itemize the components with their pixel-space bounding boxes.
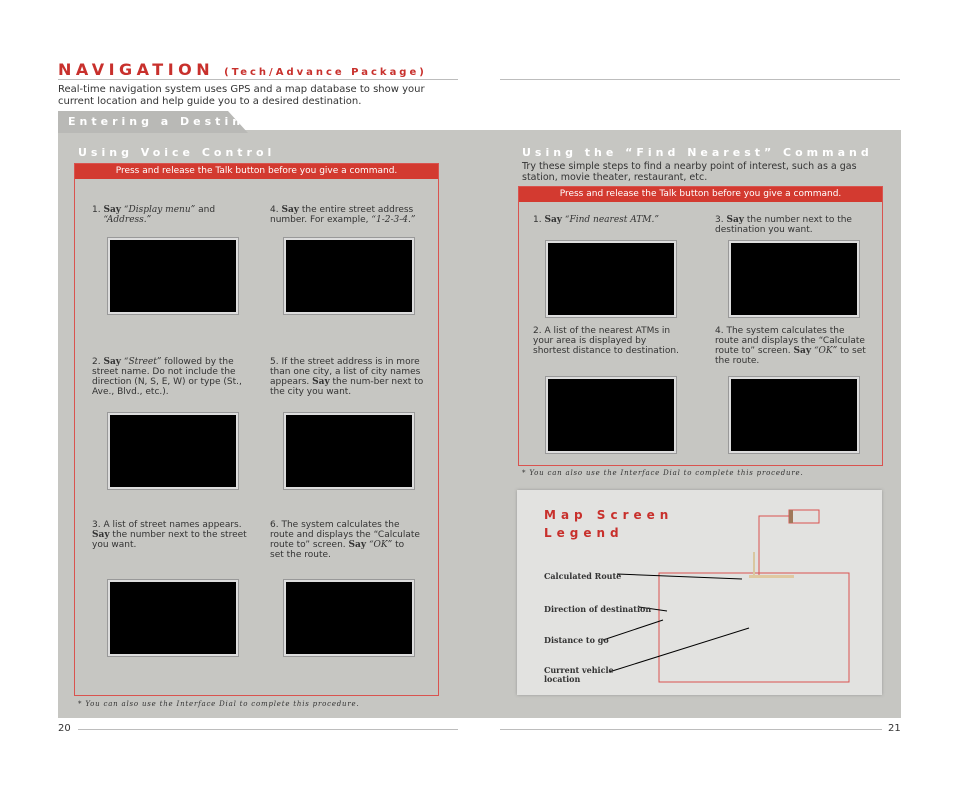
- section-tab-label: Entering a Destination: [68, 115, 296, 128]
- nearest-heading: Using the “Find Nearest” Command: [522, 146, 873, 159]
- footer-divider-left: [78, 729, 458, 730]
- nearest-banner: Press and release the Talk button before you give a command.: [519, 187, 882, 202]
- map-screen-outline: [659, 573, 849, 682]
- legend-calculated-route: Calculated Route: [544, 571, 622, 581]
- nearest-step-3: 3. Say the number next to the destination you want.: [715, 215, 852, 235]
- legend-vehicle-location: Current vehicle location: [544, 665, 614, 684]
- voice-banner: Press and release the Talk button before you give a command.: [75, 164, 438, 179]
- voice-screen-1: [108, 238, 238, 314]
- route-marker-vertical: [753, 552, 755, 576]
- page-number-right: 21: [888, 723, 901, 734]
- footer-divider-right: [500, 729, 882, 730]
- voice-step-2: 2. Say “Street” followed by the street name. Do not include the direction (N, S, E, W) or type (St., Ave., Blvd., etc.).: [92, 357, 242, 397]
- voice-step-3: 3. A list of street names appears. Say the number next to the street you want.: [92, 520, 247, 550]
- header-divider-left: [58, 79, 458, 80]
- route-marker-horizontal: [749, 575, 794, 578]
- voice-step-6: 6. The system calculates the route and displays the “Calculate route to” screen. Say “OK” to set the route.: [270, 520, 420, 560]
- voice-screen-3: [108, 580, 238, 656]
- header-divider-right: [500, 79, 900, 80]
- pointer-distance: [603, 620, 663, 640]
- legend-direction: Direction of destination: [544, 604, 652, 614]
- inset-marker: [789, 510, 793, 523]
- intro-text: Real-time navigation system uses GPS and a map database to show your current location and help guide you to a desired destination.: [58, 84, 425, 107]
- leader-red-line: [759, 516, 789, 575]
- page-subtitle: (Tech/Advance Package): [224, 67, 427, 78]
- voice-step-1: 1. Say “Display menu” and “Address.”: [92, 205, 216, 225]
- map-inset-box: [789, 510, 819, 523]
- nearest-footnote: * You can also use the Interface Dial to complete this procedure.: [522, 469, 804, 477]
- nearest-screen-3: [729, 241, 859, 317]
- voice-footnote: * You can also use the Interface Dial to complete this procedure.: [78, 700, 360, 708]
- legend-distance: Distance to go: [544, 635, 609, 645]
- pointer-calculated-route: [617, 574, 742, 579]
- page-number-left: 20: [58, 723, 71, 734]
- nearest-step-2: 2. A list of the nearest ATMs in your area is displayed by shortest distance to destination.: [533, 326, 679, 356]
- page-title: NAVIGATION (Tech/Advance Package): [58, 60, 427, 79]
- nearest-screen-1: [546, 241, 676, 317]
- nearest-screen-4: [729, 377, 859, 453]
- nearest-step-4: 4. The system calculates the route and displays the “Calculate route to” screen. Say “OK” to set the route.: [715, 326, 866, 366]
- voice-step-5: 5. If the street address is in more than one city, a list of city names appears. Say the num-ber next to the city you want.: [270, 357, 424, 397]
- legend-title: Map Screen Legend: [544, 508, 674, 540]
- nearest-step-1: 1. Say “Find nearest ATM.”: [533, 215, 659, 225]
- nearest-screen-2: [546, 377, 676, 453]
- voice-heading: Using Voice Control: [78, 146, 276, 159]
- nearest-intro: Try these simple steps to find a nearby point of interest, such as a gas station, movie theater, restaurant, etc.: [522, 161, 857, 183]
- voice-screen-4: [284, 238, 414, 314]
- voice-screen-2: [108, 413, 238, 489]
- voice-step-4: 4. Say the entire street address number. For example, “1-2-3-4.”: [270, 205, 416, 225]
- voice-screen-5: [284, 413, 414, 489]
- voice-screen-6: [284, 580, 414, 656]
- pointer-vehicle: [609, 628, 749, 672]
